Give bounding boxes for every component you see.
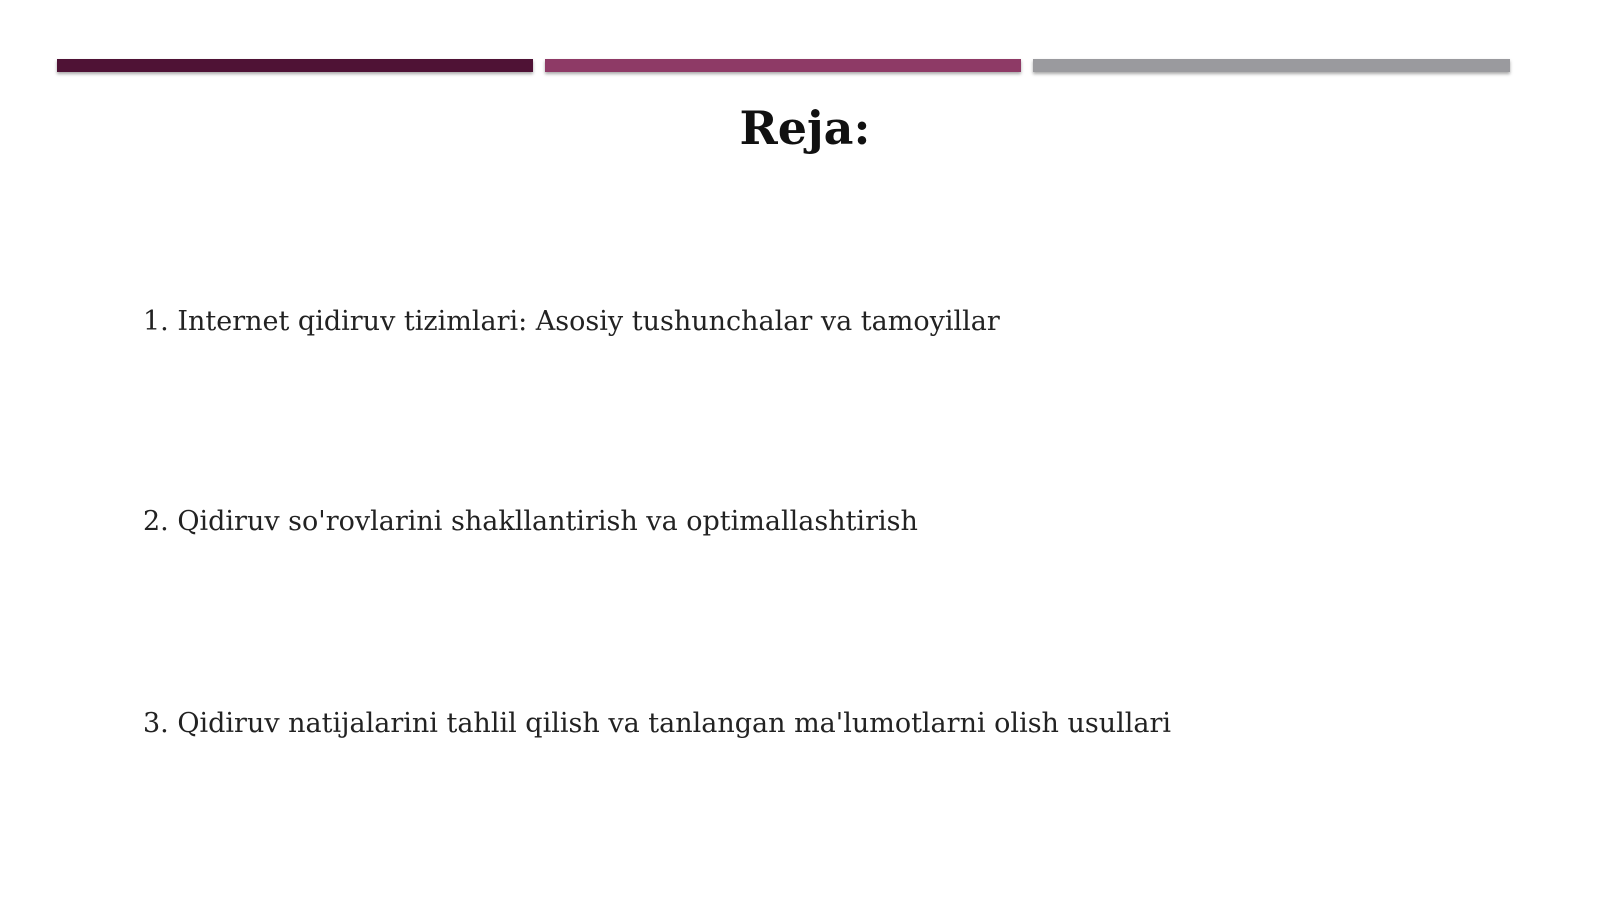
accent-bar-gray — [1033, 59, 1510, 72]
plan-item: 3. Qidiruv natijalarini tahlil qilish va tanlangan ma'lumotlarni olish usullari — [143, 708, 1172, 739]
slide-title: Reja: — [739, 101, 871, 155]
plan-item: 2. Qidiruv so'rovlarini shakllantirish va optimallashtirish — [143, 506, 918, 537]
accent-bar-dark-plum — [57, 59, 533, 72]
plan-item: 1. Internet qidiruv tizimlari: Asosiy tushunchalar va tamoyillar — [143, 306, 1000, 337]
accent-bar-magenta — [545, 59, 1021, 72]
